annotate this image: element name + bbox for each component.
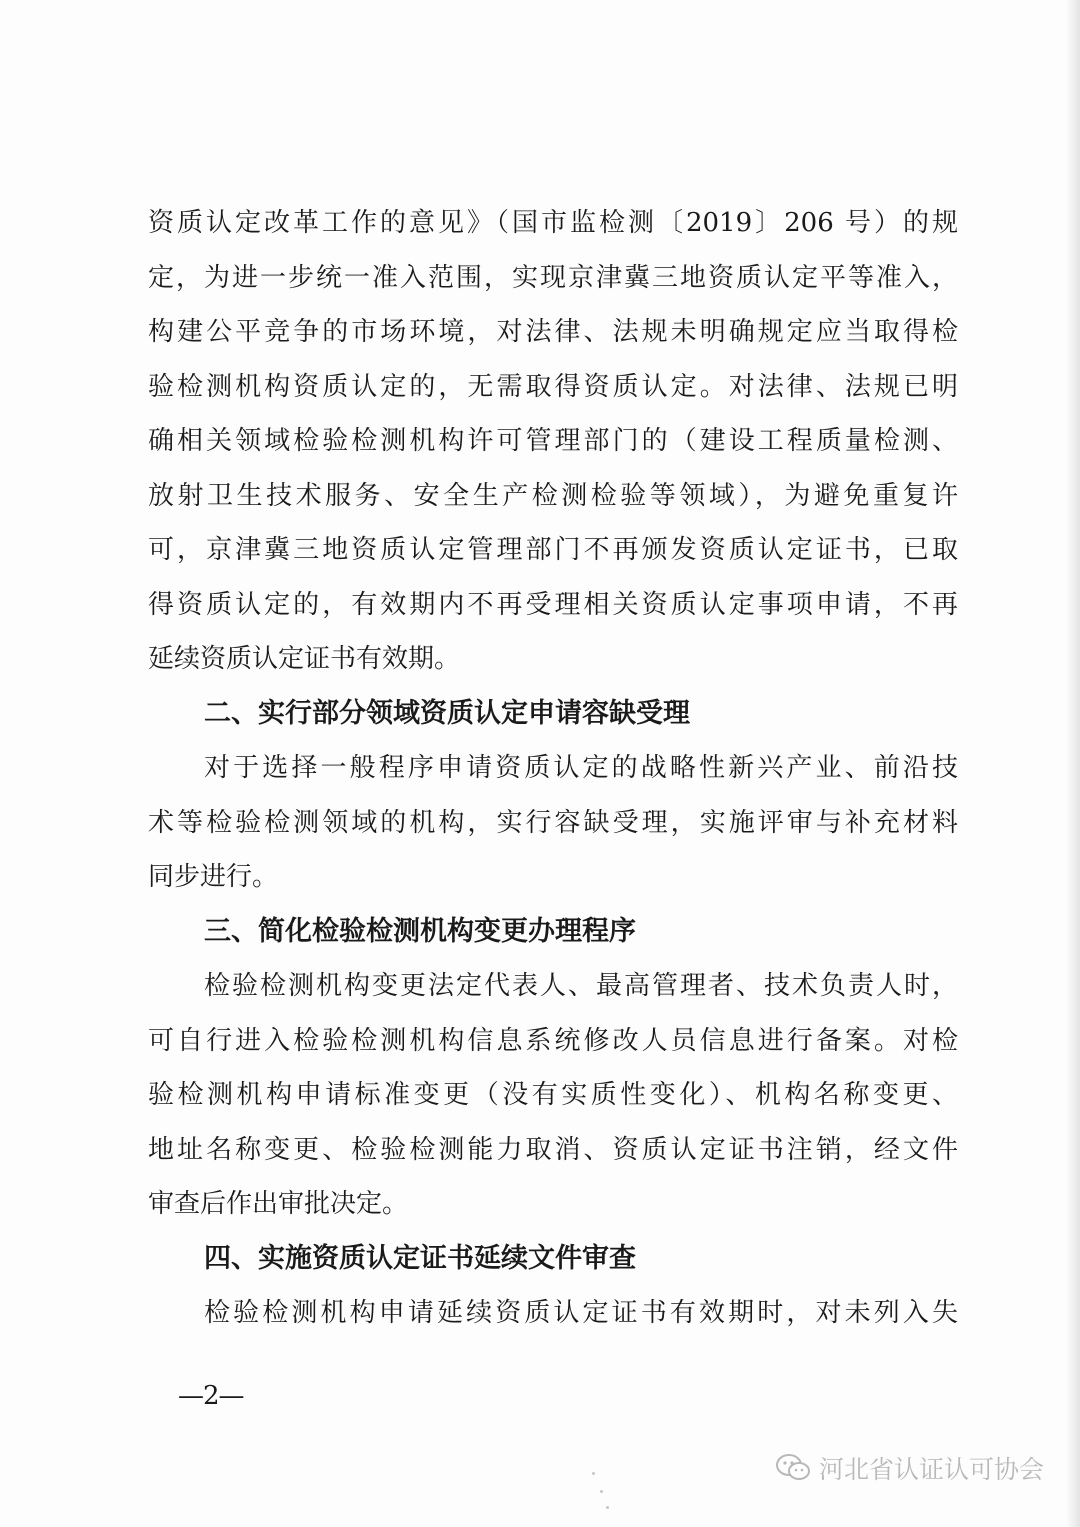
scan-speck xyxy=(592,1472,595,1475)
section-heading-2: 二、实行部分领域资质认定申请容缺受理 xyxy=(204,697,690,729)
scan-speck xyxy=(606,1506,609,1509)
wechat-icon xyxy=(775,1453,811,1483)
section-heading-3: 三、简化检验检测机构变更办理程序 xyxy=(204,915,636,947)
paragraph-line: 放射卫生技术服务、安全生产检测检验等领域），为避免重复许 xyxy=(148,480,958,511)
watermark-text: 河北省认证认可协会 xyxy=(818,1455,1044,1484)
paragraph-line: 验检测机构申请标准变更（没有实质性变化）、机构名称变更、 xyxy=(148,1080,958,1110)
page-number: —2— xyxy=(178,1381,244,1411)
scan-speck xyxy=(600,1490,603,1493)
watermark xyxy=(775,1448,1044,1488)
paragraph-line: 得资质认定的，有效期内不再受理相关资质认定事项申请，不再 xyxy=(148,589,958,620)
paragraph-line: 确相关领域检验检测机构许可管理部门的（建设工程质量检测、 xyxy=(148,426,958,456)
paragraph-line: 构建公平竞争的市场环境，对法律、法规未明确规定应当取得检 xyxy=(148,317,958,347)
paragraph-line: 地址名称变更、检验检测能力取消、资质认定证书注销，经文件 xyxy=(148,1134,958,1165)
paragraph-line: 延续资质认定证书有效期。 xyxy=(148,644,461,674)
paragraph-line: 可，京津冀三地资质认定管理部门不再颁发资质认定证书，已取 xyxy=(148,535,958,565)
paragraph-line: 检验检测机构变更法定代表人、最高管理者、技术负责人时， xyxy=(204,971,958,1001)
paragraph-line: 检验检测机构申请延续资质认定证书有效期时，对未列入失 xyxy=(204,1298,958,1328)
document-body xyxy=(148,196,958,1341)
paragraph-line: 对于选择一般程序申请资质认定的战略性新兴产业、前沿技 xyxy=(204,753,958,783)
paragraph-line: 审查后作出审批决定。 xyxy=(148,1189,409,1219)
section-heading-4: 四、实施资质认定证书延续文件审查 xyxy=(204,1242,636,1274)
paragraph-line: 术等检验检测领域的机构，实行容缺受理，实施评审与补充材料 xyxy=(148,807,958,838)
scan-edge xyxy=(1066,0,1080,1527)
paragraph-line: 同步进行。 xyxy=(148,862,279,892)
paragraph-line: 可自行进入检验检测机构信息系统修改人员信息进行备案。对检 xyxy=(148,1025,958,1056)
paragraph-line: 验检测机构资质认定的，无需取得资质认定。对法律、法规已明 xyxy=(148,371,958,402)
paragraph-line: 资质认定改革工作的意见》（国市监检测〔2019〕206 号）的规 xyxy=(148,208,958,238)
paragraph-line: 定，为进一步统一准入范围，实现京津冀三地资质认定平等准入， xyxy=(148,262,958,293)
